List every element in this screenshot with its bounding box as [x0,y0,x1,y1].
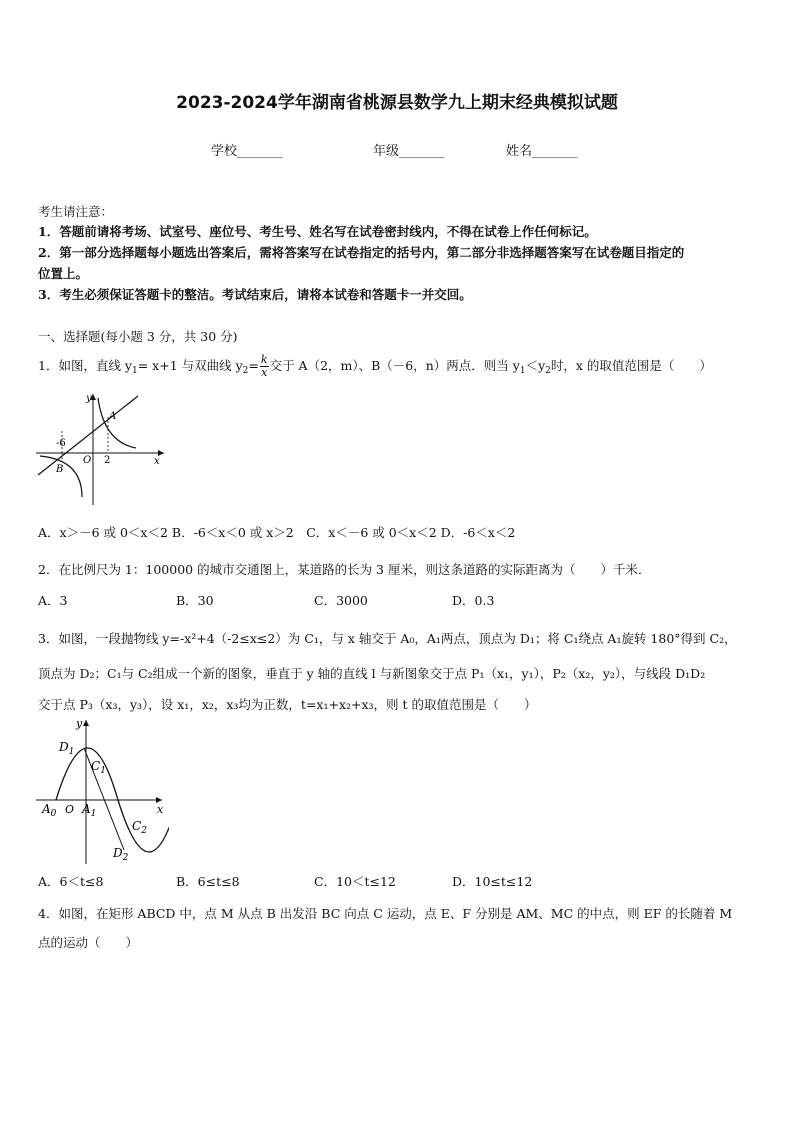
point-a-label: A [109,411,117,422]
question-1-text: 1．如图，直线 $y_1= x+1$ 与双曲线 $y_2=$ $\frac{k}{x}$ 交于 A（2，m）、B（－6，n）两点．则当 $y_1<y_2$时，x 的取值范围是（ ） [38,353,712,379]
d1-label: $D_1$ [59,740,75,757]
question-2-option-c: C．3000 [314,593,368,608]
notice-heading: 考生请注意： [38,204,114,219]
notice-item-1: 1．答题前请将考场、试室号、座位号、考生号、姓名写在试卷密封线内，不得在试卷上作任何标记。 [38,224,597,239]
notice-item-2: 2．第一部分选择题每小题选出答案后，需将答案写在试卷指定的括号内，第二部分非选择题答案写在试卷题目指定的 [38,245,685,260]
question-1-graph [36,392,166,507]
origin-label: O [65,803,75,816]
tick-neg6: -6 [56,438,66,449]
hyperbola-branch-2 [40,456,82,497]
section-heading: 一、选择题(每小题 3 分，共 30 分) [38,329,238,344]
question-3-line-2: 顶点为 D₂；C₁与 C₂组成一个新的图象，垂直于 y 轴的直线 l 与新图象交于点 P₁（x₁，y₁），P₂（x₂，y₂），与线段 D₁D₂ [38,666,706,681]
question-2-option-d: D．0.3 [452,593,495,608]
point-b-label: B [56,464,64,475]
a0-label: $A_0$ [42,802,57,819]
question-1-options: A．x＞－6 或 0＜x＜2 B．-6＜x＜0 或 x＞2 C．x＜－6 或 0＜x＜2 D．-6＜x＜2 [38,525,516,540]
name-field: 姓名_______ [506,144,578,159]
school-field: 学校_______ [211,144,283,159]
question-3-option-a: A．6＜t≤8 [38,874,104,889]
c2-label: $C_2$ [132,819,147,836]
question-3-option-c: C．10＜t≤12 [314,874,396,889]
a1-label: $A_1$ [82,802,97,819]
c1-label: $C_1$ [91,759,106,776]
notice-item-3: 3．考生必须保证答题卡的整洁。考试结束后，请将本试卷和答题卡一并交回。 [38,287,472,302]
question-3-line-3: 交于点 P₃（x₃，y₃），设 x₁，x₂，x₃均为正数，t=x₁+x₂+x₃，则 t 的取值范围是（ ） [38,697,537,712]
notice-item-2-cont: 位置上。 [38,266,89,281]
fraction-k-over-x: $\frac{k}{x}$ [260,353,268,379]
y-label: y [76,717,83,730]
x-label: x [154,456,160,467]
question-4-line-2: 点的运动（ ） [38,935,139,950]
x-label: x [157,803,164,816]
origin-label: O [83,455,92,466]
d2-label: $D_2$ [113,846,129,863]
tick-2: 2 [104,455,111,466]
question-3-line-1: 3．如图，一段抛物线 y=-x²+4（-2≤x≤2）为 C₁，与 x 轴交于 A₀，A₁两点，顶点为 D₁；将 C₁绕点 A₁旋转 180°得到 C₂， [38,631,737,646]
y-label: y [86,393,92,404]
grade-field: 年级_______ [373,144,445,159]
question-3-option-b: B．6≤t≤8 [176,874,240,889]
question-2-text: 2．在比例尺为 1：100000 的城市交通图上，某道路的长为 3 厘米，则这条道路的实际距离为（ ）千米． [38,562,651,577]
question-4-line-1: 4．如图，在矩形 ABCD 中，点 M 从点 B 出发沿 BC 向点 C 运动，点 E、F 分别是 AM、MC 的中点，则 EF 的长随着 M [38,906,733,921]
question-3-option-d: D．10≤t≤12 [452,874,533,889]
page-title: 2023-2024学年湖南省桃源县数学九上期末经典模拟试题 [176,93,618,113]
question-3-graph [34,716,169,866]
question-2-option-b: B．30 [176,593,214,608]
question-2-option-a: A．3 [38,593,68,608]
